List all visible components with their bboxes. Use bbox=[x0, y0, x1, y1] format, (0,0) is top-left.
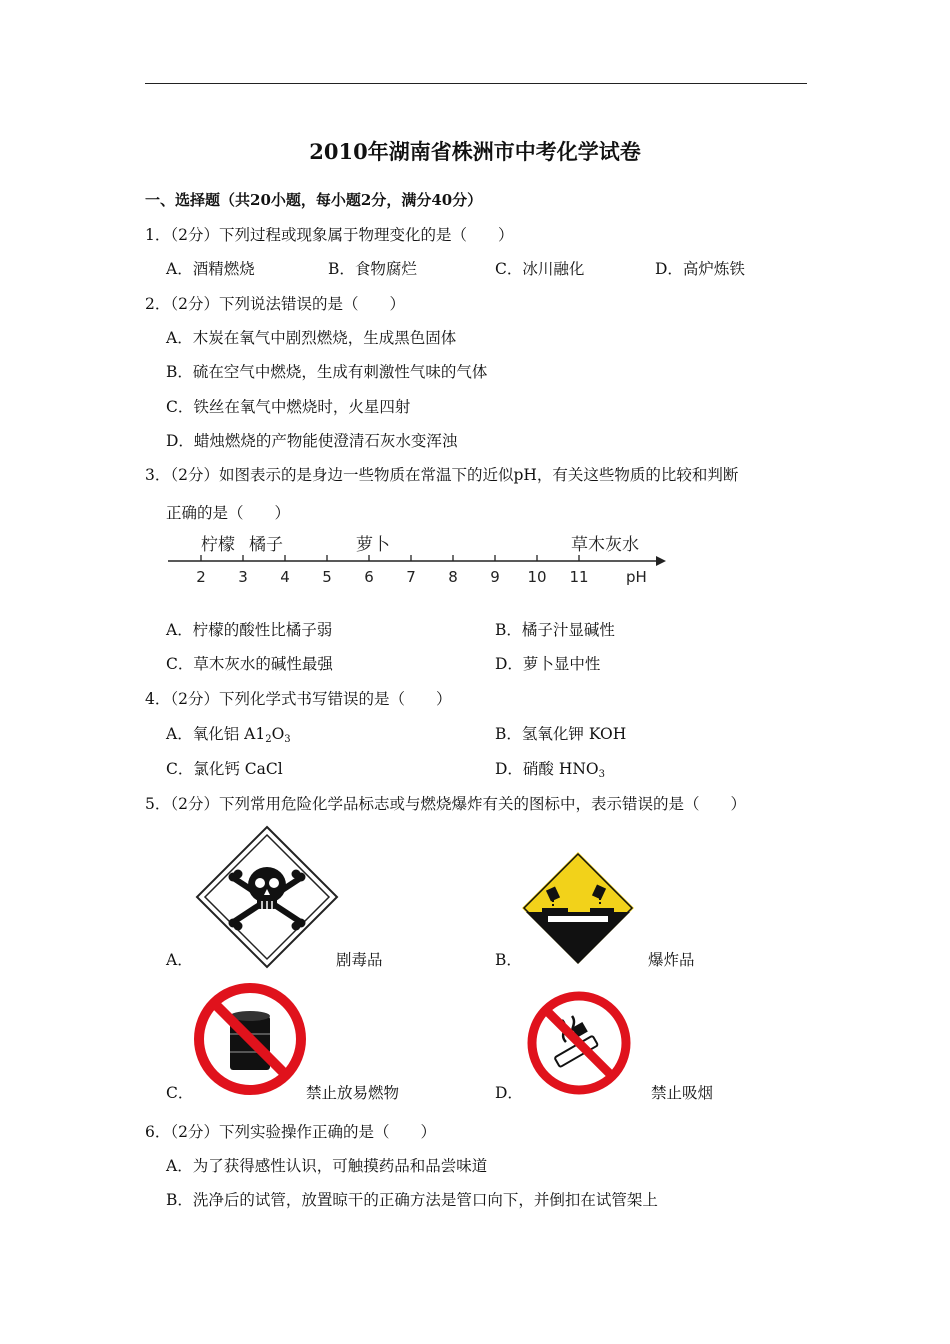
question-1-option-d: D．高炉炼铁 bbox=[655, 260, 745, 278]
page-title: 2010年湖南省株洲市中考化学试卷 bbox=[309, 139, 641, 164]
question-2-stem: 2．（2分）下列说法错误的是（ ） bbox=[145, 295, 405, 313]
question-6-option-a: A．为了获得感性认识，可触摸药品和品尝味道 bbox=[166, 1157, 488, 1175]
ph-label-orange: 橘子 bbox=[249, 535, 283, 555]
ph-tick-label: 11 bbox=[569, 568, 589, 586]
ph-tick-label: 4 bbox=[280, 568, 290, 586]
ph-unit-label: pH bbox=[626, 568, 647, 586]
ph-tick-label: 6 bbox=[364, 568, 374, 586]
question-5-option-c-letter: C． bbox=[166, 1084, 194, 1102]
ph-tick-label: 8 bbox=[448, 568, 458, 586]
question-3-option-b: B．橘子汁显碱性 bbox=[495, 621, 615, 639]
top-rule bbox=[145, 83, 807, 84]
question-3-option-d: D．萝卜显中性 bbox=[495, 655, 601, 673]
question-2-option-a: A．木炭在氧气中剧烈燃烧，生成黑色固体 bbox=[166, 329, 457, 347]
corrosive-hazard-icon bbox=[520, 850, 636, 966]
question-4-option-d: D．硝酸 $HNO_3$ bbox=[495, 760, 606, 780]
question-3-option-a: A．柠檬的酸性比橘子弱 bbox=[166, 621, 333, 639]
question-1-stem: 1．（2分）下列过程或现象属于物理变化的是（ ） bbox=[145, 226, 514, 244]
section-heading: 一、选择题（共20小题，每小题2分，满分40分） bbox=[145, 191, 483, 209]
ph-tick-label: 3 bbox=[238, 568, 248, 586]
question-6-option-b: B．洗净后的试管，放置晾干的正确方法是管口向下，并倒扣在试管架上 bbox=[166, 1191, 658, 1209]
question-1-option-b: B．食物腐烂 bbox=[328, 260, 417, 278]
question-2-option-c: C．铁丝在氧气中燃烧时，火星四射 bbox=[166, 398, 411, 416]
question-3-stem-line2: 正确的是（ ） bbox=[166, 504, 291, 522]
ph-tick-label: 9 bbox=[490, 568, 500, 586]
question-4-stem: 4．（2分）下列化学式书写错误的是（ ） bbox=[145, 690, 452, 708]
question-3-option-c: C．草木灰水的碱性最强 bbox=[166, 655, 333, 673]
ph-tick-label: 7 bbox=[406, 568, 416, 586]
ph-label-radish: 萝卜 bbox=[356, 535, 390, 555]
question-5-option-d-letter: D． bbox=[495, 1084, 523, 1102]
svg-text:.: . bbox=[164, 536, 165, 537]
question-4-option-c: C．氯化钙 CaCl bbox=[166, 760, 283, 778]
no-flammables-barrel-icon bbox=[193, 982, 307, 1096]
question-5-stem: 5．（2分）下列常用危险化学品标志或与燃烧爆炸有关的图标中，表示错误的是（ ） bbox=[145, 795, 746, 813]
question-1-option-a: A．酒精燃烧 bbox=[166, 260, 255, 278]
question-5-option-d-label: 禁止吸烟 bbox=[651, 1084, 714, 1102]
question-4-option-b: B．氢氧化钾 KOH bbox=[495, 725, 627, 743]
ph-tick-label: 2 bbox=[196, 568, 206, 586]
question-5-option-b-letter: B． bbox=[495, 951, 522, 969]
ph-tick-label: 10 bbox=[527, 568, 547, 586]
question-1-option-c: C．冰川融化 bbox=[495, 260, 585, 278]
toxic-skull-icon bbox=[195, 825, 339, 969]
question-4-option-a: A．氧化铝 $A1_2O_3$ bbox=[166, 725, 291, 745]
question-2-option-b: B．硫在空气中燃烧，生成有刺激性气味的气体 bbox=[166, 363, 488, 381]
ph-tick-label: 5 bbox=[322, 568, 332, 586]
question-5-option-b-label: 爆炸品 bbox=[648, 951, 695, 969]
question-5-option-a-label: 剧毒品 bbox=[336, 951, 383, 969]
ph-label-lemon: 柠檬 bbox=[201, 535, 235, 555]
ph-label-plant-ash-water: 草木灰水 bbox=[571, 535, 639, 555]
question-6-stem: 6．（2分）下列实验操作正确的是（ ） bbox=[145, 1123, 436, 1141]
no-smoking-icon bbox=[526, 990, 632, 1096]
question-5-option-c-label: 禁止放易燃物 bbox=[306, 1084, 400, 1102]
ph-scale-diagram bbox=[160, 526, 670, 590]
question-3-stem-line1: 3．（2分）如图表示的是身边一些物质在常温下的近似pH，有关这些物质的比较和判断 bbox=[145, 466, 739, 484]
question-5-option-a-letter: A． bbox=[166, 951, 193, 969]
question-2-option-d: D．蜡烛燃烧的产物能使澄清石灰水变浑浊 bbox=[166, 432, 458, 450]
